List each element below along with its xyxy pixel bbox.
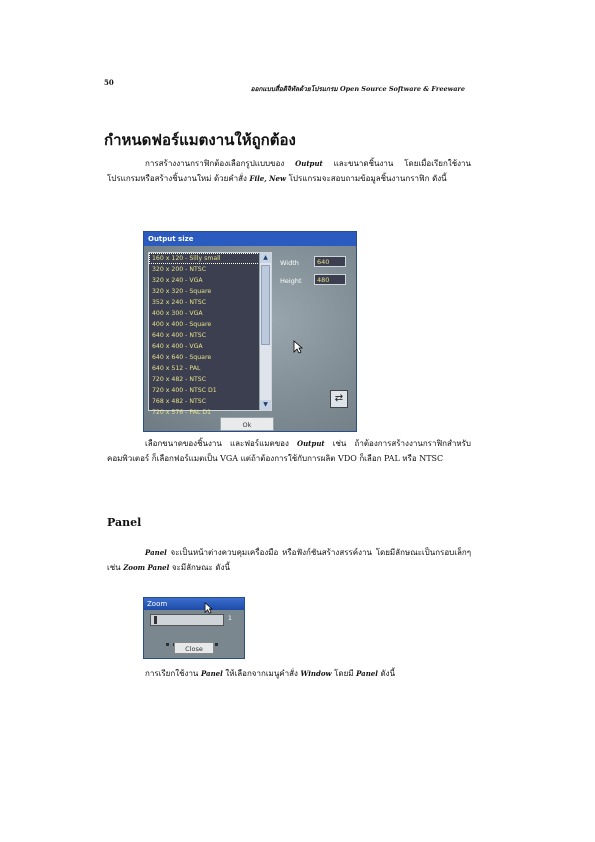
keyword-panel: Panel <box>145 548 167 557</box>
swap-dimensions-icon: ⇄ <box>334 393 344 404</box>
paragraph-panel-usage <box>107 666 471 681</box>
text-span: โปรแกรมจะสอบถามข้อมูลชิ้นงานกราฟิก ดังนี้ <box>288 174 447 183</box>
size-list-item[interactable]: 640 x 400 - VGA <box>152 343 203 350</box>
zoom-slider[interactable] <box>150 614 224 626</box>
width-label: Width <box>280 259 299 267</box>
text-span: และขนาดชิ้นงาน โดยเมื่อเรียกใช้งานโปรแกรมหรือสร้างชิ้นงานใหม่ ด้วยคำสั่ง <box>107 159 471 183</box>
size-list-item[interactable]: 352 x 240 - NTSC <box>152 299 207 306</box>
paragraph-output-intro <box>107 156 471 186</box>
size-list-item[interactable]: 720 x 482 - NTSC <box>152 376 207 383</box>
scroll-up-icon[interactable]: ▲ <box>260 253 271 263</box>
dialog-titlebar[interactable]: Output size <box>144 232 356 246</box>
size-list-item[interactable]: 640 x 512 - PAL <box>152 365 201 372</box>
text-span: การสร้างงานกราฟิกต้องเลือกรูปแบบของ <box>145 159 285 168</box>
zoom-value: 1 <box>228 615 232 622</box>
running-header: ออกแบบสื่อดิจิทัลด้วยโปรแกรม Open Source Software & Freeware <box>250 85 465 93</box>
zoom-panel <box>143 597 245 659</box>
mouse-pointer-icon <box>204 602 213 614</box>
zoom-tick-marks <box>166 631 222 636</box>
size-list-item[interactable]: 320 x 320 - Square <box>152 288 212 295</box>
swap-dimensions-button[interactable] <box>330 390 348 408</box>
size-list-item[interactable]: 720 x 576 - PAL D1 <box>152 409 212 416</box>
dialog-body <box>144 246 356 431</box>
size-list-item[interactable]: 320 x 240 - VGA <box>152 277 203 284</box>
close-button[interactable]: Close <box>174 642 214 654</box>
page-number: 50 <box>104 78 114 87</box>
keyword-output: Output <box>295 159 323 168</box>
height-input[interactable]: 480 <box>314 274 346 285</box>
text-span: จะมีลักษณะ ดังนี้ <box>171 563 230 572</box>
keyword-panel: Panel <box>356 669 378 678</box>
paragraph-output-format <box>107 436 471 466</box>
keyword-window: Window <box>300 669 332 678</box>
text-span: การเรียกใช้งาน <box>145 669 199 678</box>
list-scrollbar[interactable] <box>259 253 271 410</box>
size-list-item[interactable]: 160 x 120 - Silly small <box>149 253 260 264</box>
text-span: เช่น ถ้าต้องการสร้างงานกราฟิกสำหรับคอมพิวเตอร์ ก็เลือกฟอร์แมตเป็น VGA แต่ถ้าต้องการใช้กับการผลิต VDO ก็เลือก PAL หรือ NTSC <box>107 439 471 463</box>
section-title: กำหนดฟอร์แมตงานให้ถูกต้อง <box>104 131 296 149</box>
panel-heading: Panel <box>107 516 142 529</box>
text-span: โดยมี <box>334 669 354 678</box>
width-input[interactable]: 640 <box>314 256 346 267</box>
size-list-item[interactable]: 640 x 400 - NTSC <box>152 332 207 339</box>
keyword-file-new: File, New <box>249 174 287 183</box>
output-size-dialog <box>143 231 357 432</box>
size-list-item[interactable]: 768 x 482 - NTSC <box>152 398 207 405</box>
size-list-item[interactable]: 640 x 640 - Square <box>152 354 212 361</box>
size-list-item[interactable]: 320 x 200 - NTSC <box>152 266 207 273</box>
zoom-slider-thumb[interactable] <box>154 616 157 624</box>
text-span: เลือกขนาดของชิ้นงาน และฟอร์แมตของ <box>145 439 289 448</box>
keyword-output: Output <box>297 439 325 448</box>
scroll-thumb[interactable] <box>261 265 270 345</box>
text-span: ดังนี้ <box>380 669 396 678</box>
ok-button[interactable]: Ok <box>220 417 274 431</box>
zoom-titlebar[interactable]: Zoom <box>144 598 244 610</box>
scroll-down-icon[interactable]: ▼ <box>260 400 271 410</box>
size-list-item[interactable]: 400 x 400 - Square <box>152 321 212 328</box>
size-listbox[interactable] <box>148 252 272 416</box>
paragraph-panel-intro <box>107 545 471 575</box>
text-span: ให้เลือกจากเมนูคำสั่ง <box>225 669 298 678</box>
size-list-item[interactable]: 720 x 400 - NTSC D1 <box>152 387 217 394</box>
keyword-zoom-panel: Zoom Panel <box>123 563 170 572</box>
size-list-items <box>149 253 260 416</box>
height-label: Height <box>280 277 302 285</box>
mouse-pointer-icon <box>293 340 303 354</box>
keyword-panel: Panel <box>200 669 223 678</box>
tick-mark <box>215 643 218 646</box>
tick-mark <box>166 643 169 646</box>
size-list-item[interactable]: 400 x 300 - VGA <box>152 310 203 317</box>
text-span: จะเป็นหน้าต่างควบคุมเครื่องมือ หรือฟังก์ชันสร้างสรรค์งาน โดยมีลักษณะเป็นกรอบเล็กๆ เช่น <box>107 548 472 572</box>
